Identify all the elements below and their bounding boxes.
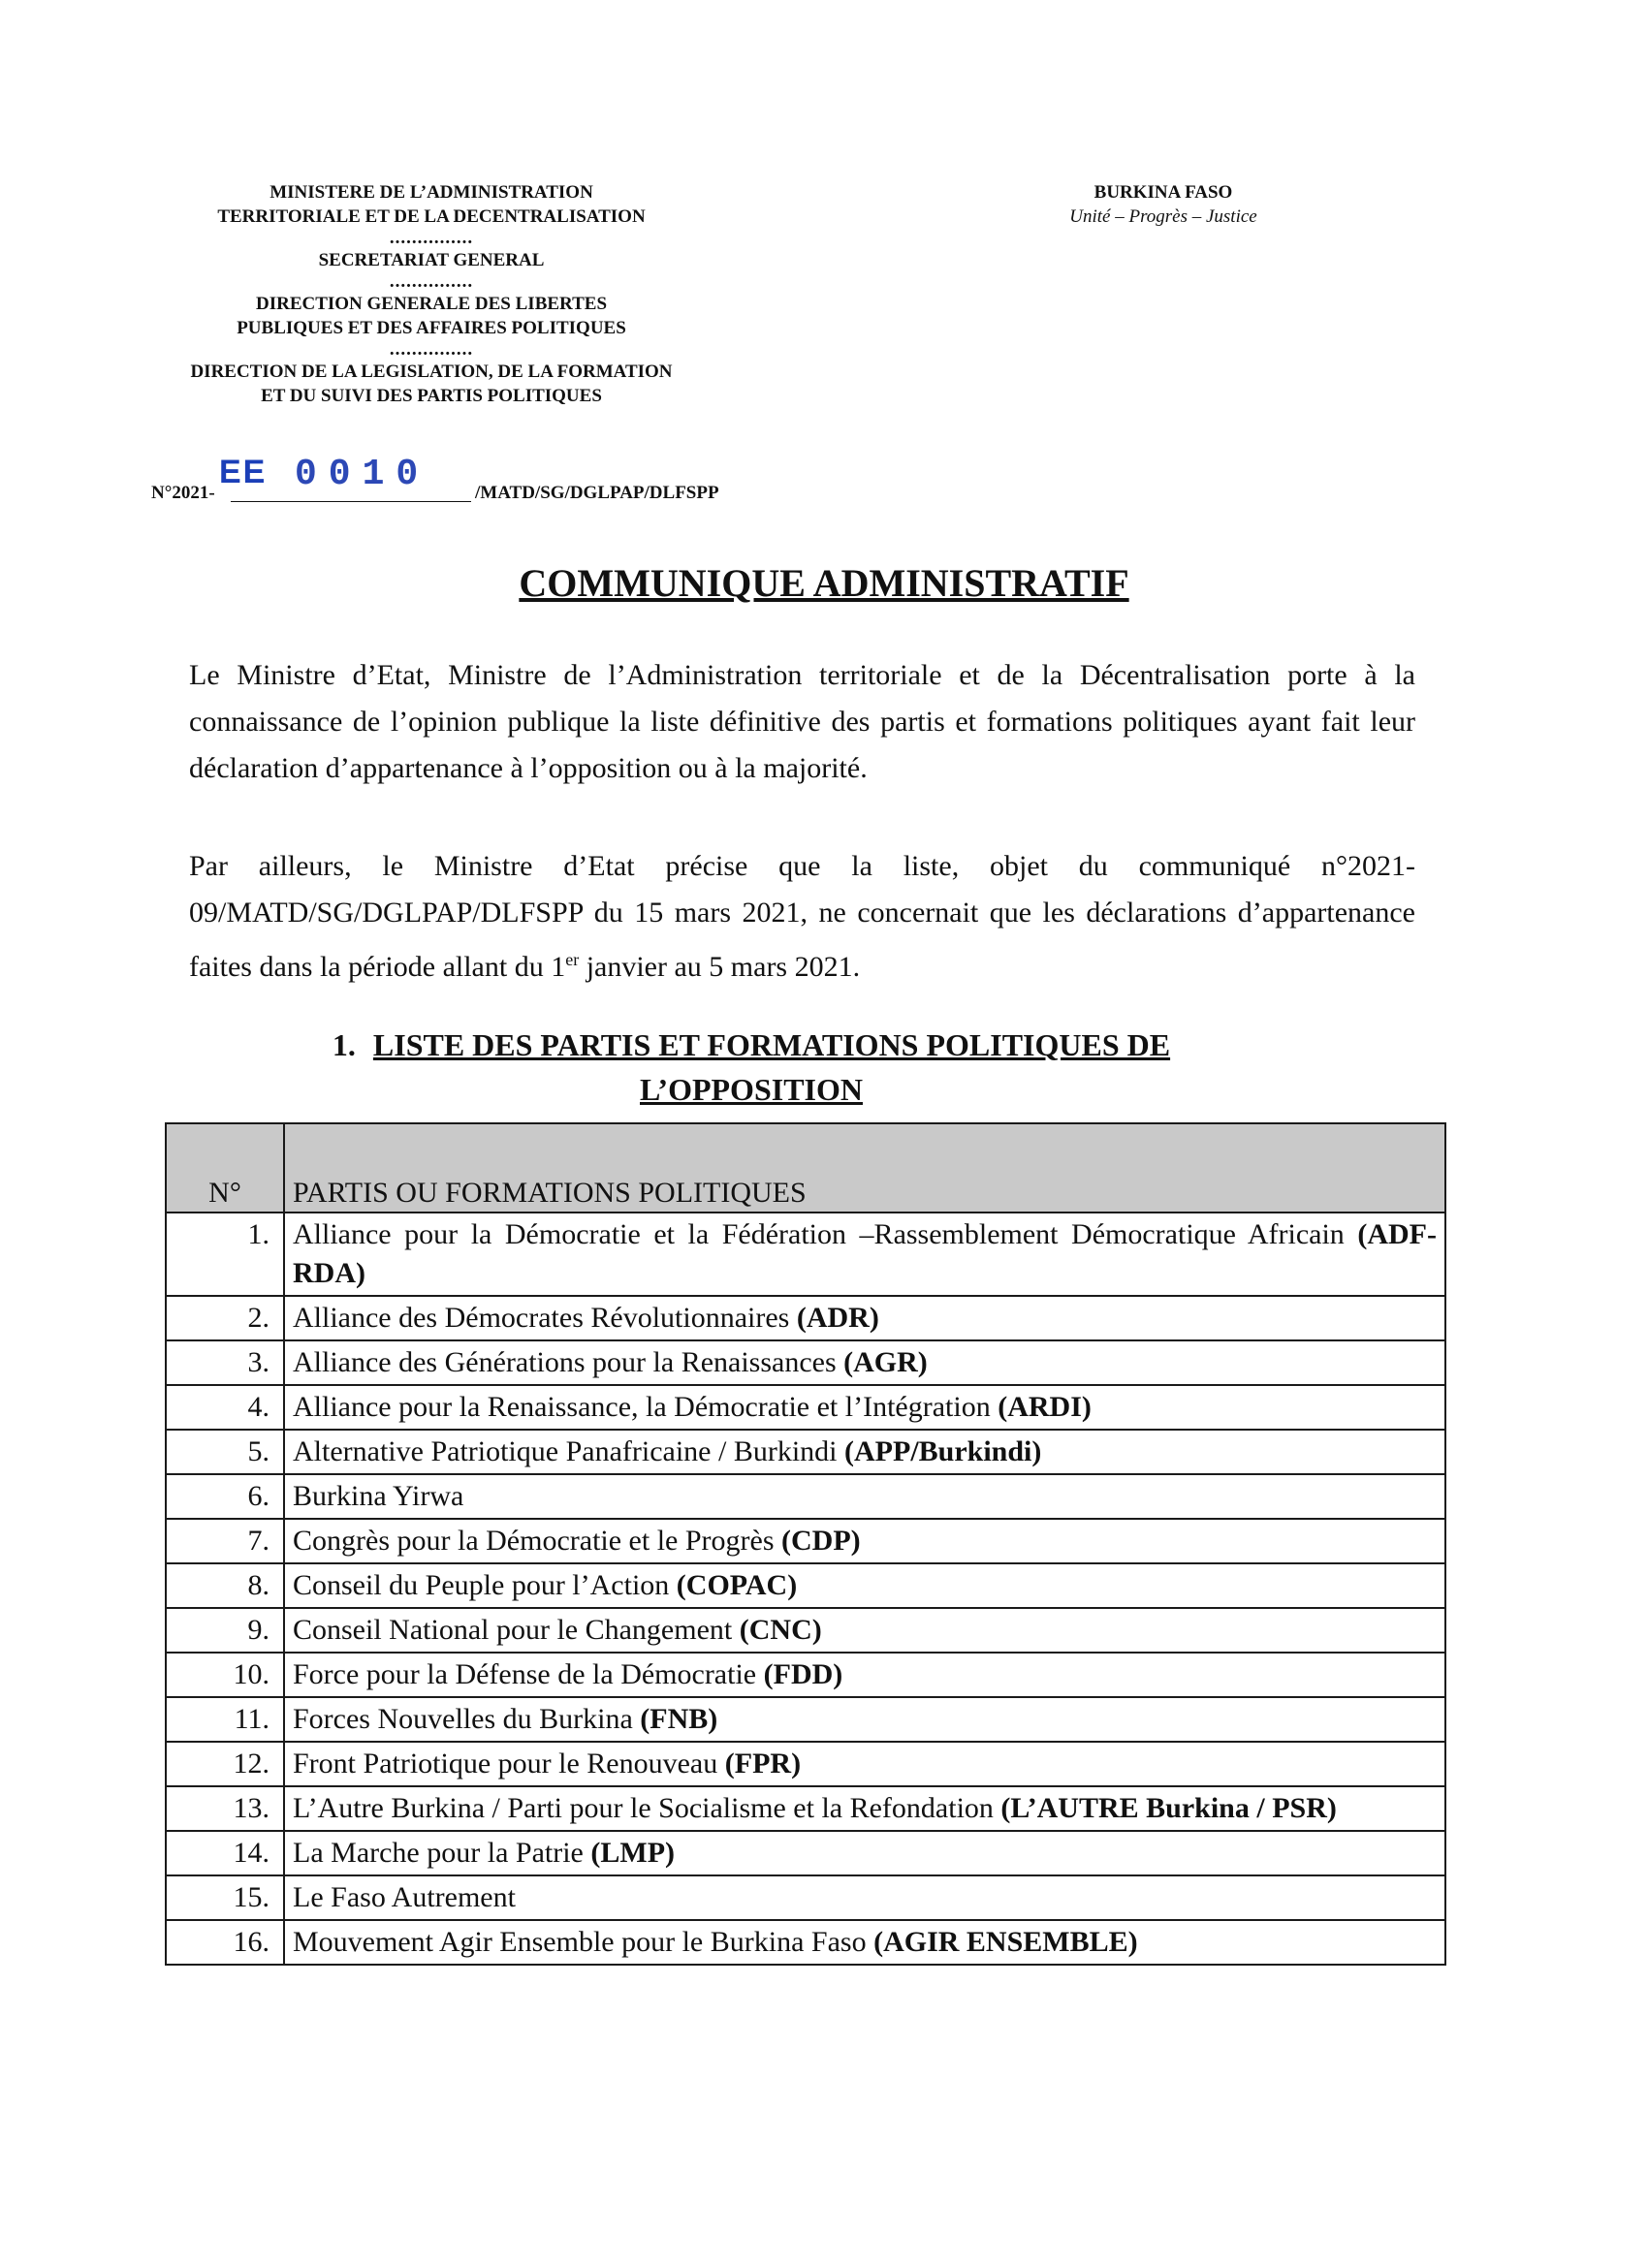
party-abbreviation: (APP/Burkindi)	[844, 1435, 1042, 1467]
ordinal-superscript: er	[565, 950, 580, 969]
party-abbreviation: (AGR)	[843, 1346, 928, 1378]
party-name: Burkina Yirwa	[293, 1480, 464, 1512]
reference-suffix: /MATD/SG/DGLPAP/DLFSPP	[475, 483, 719, 503]
country-name: BURKINA FASO	[1093, 182, 1233, 203]
party-name: Conseil du Peuple pour l’Action	[293, 1569, 677, 1601]
document-title: COMMUNIQUE ADMINISTRATIF	[519, 561, 1129, 605]
party-abbreviation: (L’AUTRE Burkina / PSR)	[1000, 1792, 1337, 1824]
table-row	[166, 1786, 1445, 1831]
table-row	[166, 1653, 1445, 1697]
party-cell	[284, 1385, 1445, 1430]
separator: ...............	[389, 271, 474, 292]
table-row	[166, 1340, 1445, 1385]
party-name: Front Patriotique pour le Renouveau	[293, 1748, 725, 1780]
party-cell	[284, 1786, 1445, 1831]
party-name: Conseil National pour le Changement	[293, 1614, 740, 1646]
stamp-number: 0010	[295, 454, 430, 495]
table-row	[166, 1608, 1445, 1653]
reference-blank-line	[231, 501, 471, 502]
column-header-party: PARTIS OU FORMATIONS POLITIQUES	[284, 1123, 1445, 1213]
table-row	[166, 1296, 1445, 1340]
row-number: 16.	[166, 1920, 284, 1965]
party-name: Forces Nouvelles du Burkina	[293, 1703, 641, 1735]
separator: ...............	[389, 228, 474, 248]
party-abbreviation: (LMP)	[590, 1837, 676, 1869]
table-row	[166, 1519, 1445, 1563]
party-name: Alliance pour la Démocratie et la Fédération –Rassemblement Démocratique Africain	[293, 1218, 1358, 1250]
table-row	[166, 1430, 1445, 1474]
paragraph-clarification	[189, 843, 1415, 991]
party-cell	[284, 1608, 1445, 1653]
paragraph-intro: Le Ministre d’Etat, Ministre de l’Administration territoriale et de la Décentralisation porte à la connaissance de l’opinion publique la liste définitive des partis et formations politiques ayant fait leur déclaration d’appartenance à l’opposition ou à la majorité.	[189, 659, 1415, 784]
table-row	[166, 1474, 1445, 1519]
paragraph-text: janvier au 5 mars 2021.	[579, 951, 861, 983]
party-cell	[284, 1742, 1445, 1786]
row-number: 14.	[166, 1831, 284, 1875]
party-abbreviation: (ARDI)	[998, 1391, 1092, 1423]
party-name: Congrès pour la Démocratie et le Progrès	[293, 1525, 782, 1557]
party-abbreviation: (FNB)	[640, 1703, 718, 1735]
directorate-general-line-2: PUBLIQUES ET DES AFFAIRES POLITIQUES	[237, 318, 626, 338]
table-row	[166, 1213, 1445, 1296]
party-name: Mouvement Agir Ensemble pour le Burkina Faso	[293, 1926, 874, 1958]
table-row	[166, 1831, 1445, 1875]
table-row	[166, 1920, 1445, 1965]
party-abbreviation: (COPAC)	[676, 1569, 798, 1601]
paragraph-text: Par ailleurs, le Ministre d’Etat précise que la liste, objet du communiqué n°2021-09/MATD/SG/DGLPAP/DLFSPP du 15 mars 2021, ne concernait que les déclarations d’appartenance faites dans la période allant du 1	[189, 850, 1415, 983]
ministry-line-2: TERRITORIALE ET DE LA DECENTRALISATION	[217, 206, 646, 227]
table-row	[166, 1742, 1445, 1786]
row-number: 6.	[166, 1474, 284, 1519]
party-cell	[284, 1563, 1445, 1608]
party-abbreviation: (AGIR ENSEMBLE)	[873, 1926, 1138, 1958]
row-number: 11.	[166, 1697, 284, 1742]
party-abbreviation: (ADR)	[796, 1302, 879, 1334]
row-number: 3.	[166, 1340, 284, 1385]
row-number: 1.	[166, 1213, 284, 1296]
party-abbreviation: (FDD)	[763, 1658, 843, 1690]
party-name: Alternative Patriotique Panafricaine / Burkindi	[293, 1435, 845, 1467]
row-number: 2.	[166, 1296, 284, 1340]
party-cell	[284, 1474, 1445, 1519]
party-cell	[284, 1213, 1445, 1296]
table-header-row	[166, 1123, 1445, 1213]
party-cell	[284, 1653, 1445, 1697]
party-cell	[284, 1875, 1445, 1920]
table-row	[166, 1385, 1445, 1430]
party-cell	[284, 1430, 1445, 1474]
reference-number	[151, 454, 733, 512]
party-name: L’Autre Burkina / Parti pour le Socialisme et la Refondation	[293, 1792, 1001, 1824]
party-name: Alliance pour la Renaissance, la Démocratie et l’Intégration	[293, 1391, 998, 1423]
row-number: 8.	[166, 1563, 284, 1608]
party-name: Force pour la Défense de la Démocratie	[293, 1658, 764, 1690]
party-cell	[284, 1340, 1445, 1385]
section-title: LISTE DES PARTIS ET FORMATIONS POLITIQUES DE L’OPPOSITION	[372, 1027, 1171, 1107]
row-number: 5.	[166, 1430, 284, 1474]
party-name: Alliance des Générations pour la Renaissances	[293, 1346, 844, 1378]
party-cell	[284, 1296, 1445, 1340]
party-cell	[284, 1519, 1445, 1563]
ministry-line-1: MINISTERE DE L’ADMINISTRATION	[269, 182, 593, 203]
separator: ...............	[389, 339, 474, 360]
party-name: Le Faso Autrement	[293, 1881, 516, 1913]
secretariat-line: SECRETARIAT GENERAL	[318, 250, 545, 270]
table-row	[166, 1697, 1445, 1742]
directorate-line-2: ET DU SUIVI DES PARTIS POLITIQUES	[261, 386, 602, 406]
country-motto: Unité – Progrès – Justice	[1069, 206, 1257, 227]
row-number: 13.	[166, 1786, 284, 1831]
directorate-general-line-1: DIRECTION GENERALE DES LIBERTES	[255, 294, 608, 314]
table-row	[166, 1875, 1445, 1920]
row-number: 10.	[166, 1653, 284, 1697]
section-heading	[252, 1023, 1251, 1112]
row-number: 15.	[166, 1875, 284, 1920]
party-abbreviation: (ADF-RDA)	[293, 1218, 1437, 1289]
issuing-authority-block	[136, 180, 727, 408]
party-abbreviation: (CNC)	[739, 1614, 822, 1646]
party-name: La Marche pour la Patrie	[293, 1837, 591, 1869]
table-row	[166, 1563, 1445, 1608]
stamp-code: EE	[219, 454, 268, 490]
party-cell	[284, 1920, 1445, 1965]
parties-table	[165, 1122, 1446, 1966]
row-number: 7.	[166, 1519, 284, 1563]
party-name: Alliance des Démocrates Révolutionnaires	[293, 1302, 797, 1334]
reference-prefix: N°2021-	[151, 483, 215, 503]
party-abbreviation: (FPR)	[724, 1748, 802, 1780]
party-cell	[284, 1697, 1445, 1742]
directorate-line-1: DIRECTION DE LA LEGISLATION, DE LA FORMATION	[190, 362, 673, 382]
country-block	[1018, 180, 1309, 229]
row-number: 4.	[166, 1385, 284, 1430]
party-cell	[284, 1831, 1445, 1875]
section-number: 1.	[332, 1027, 356, 1062]
row-number: 9.	[166, 1608, 284, 1653]
row-number: 12.	[166, 1742, 284, 1786]
column-header-number: N°	[166, 1123, 284, 1213]
party-abbreviation: (CDP)	[781, 1525, 861, 1557]
